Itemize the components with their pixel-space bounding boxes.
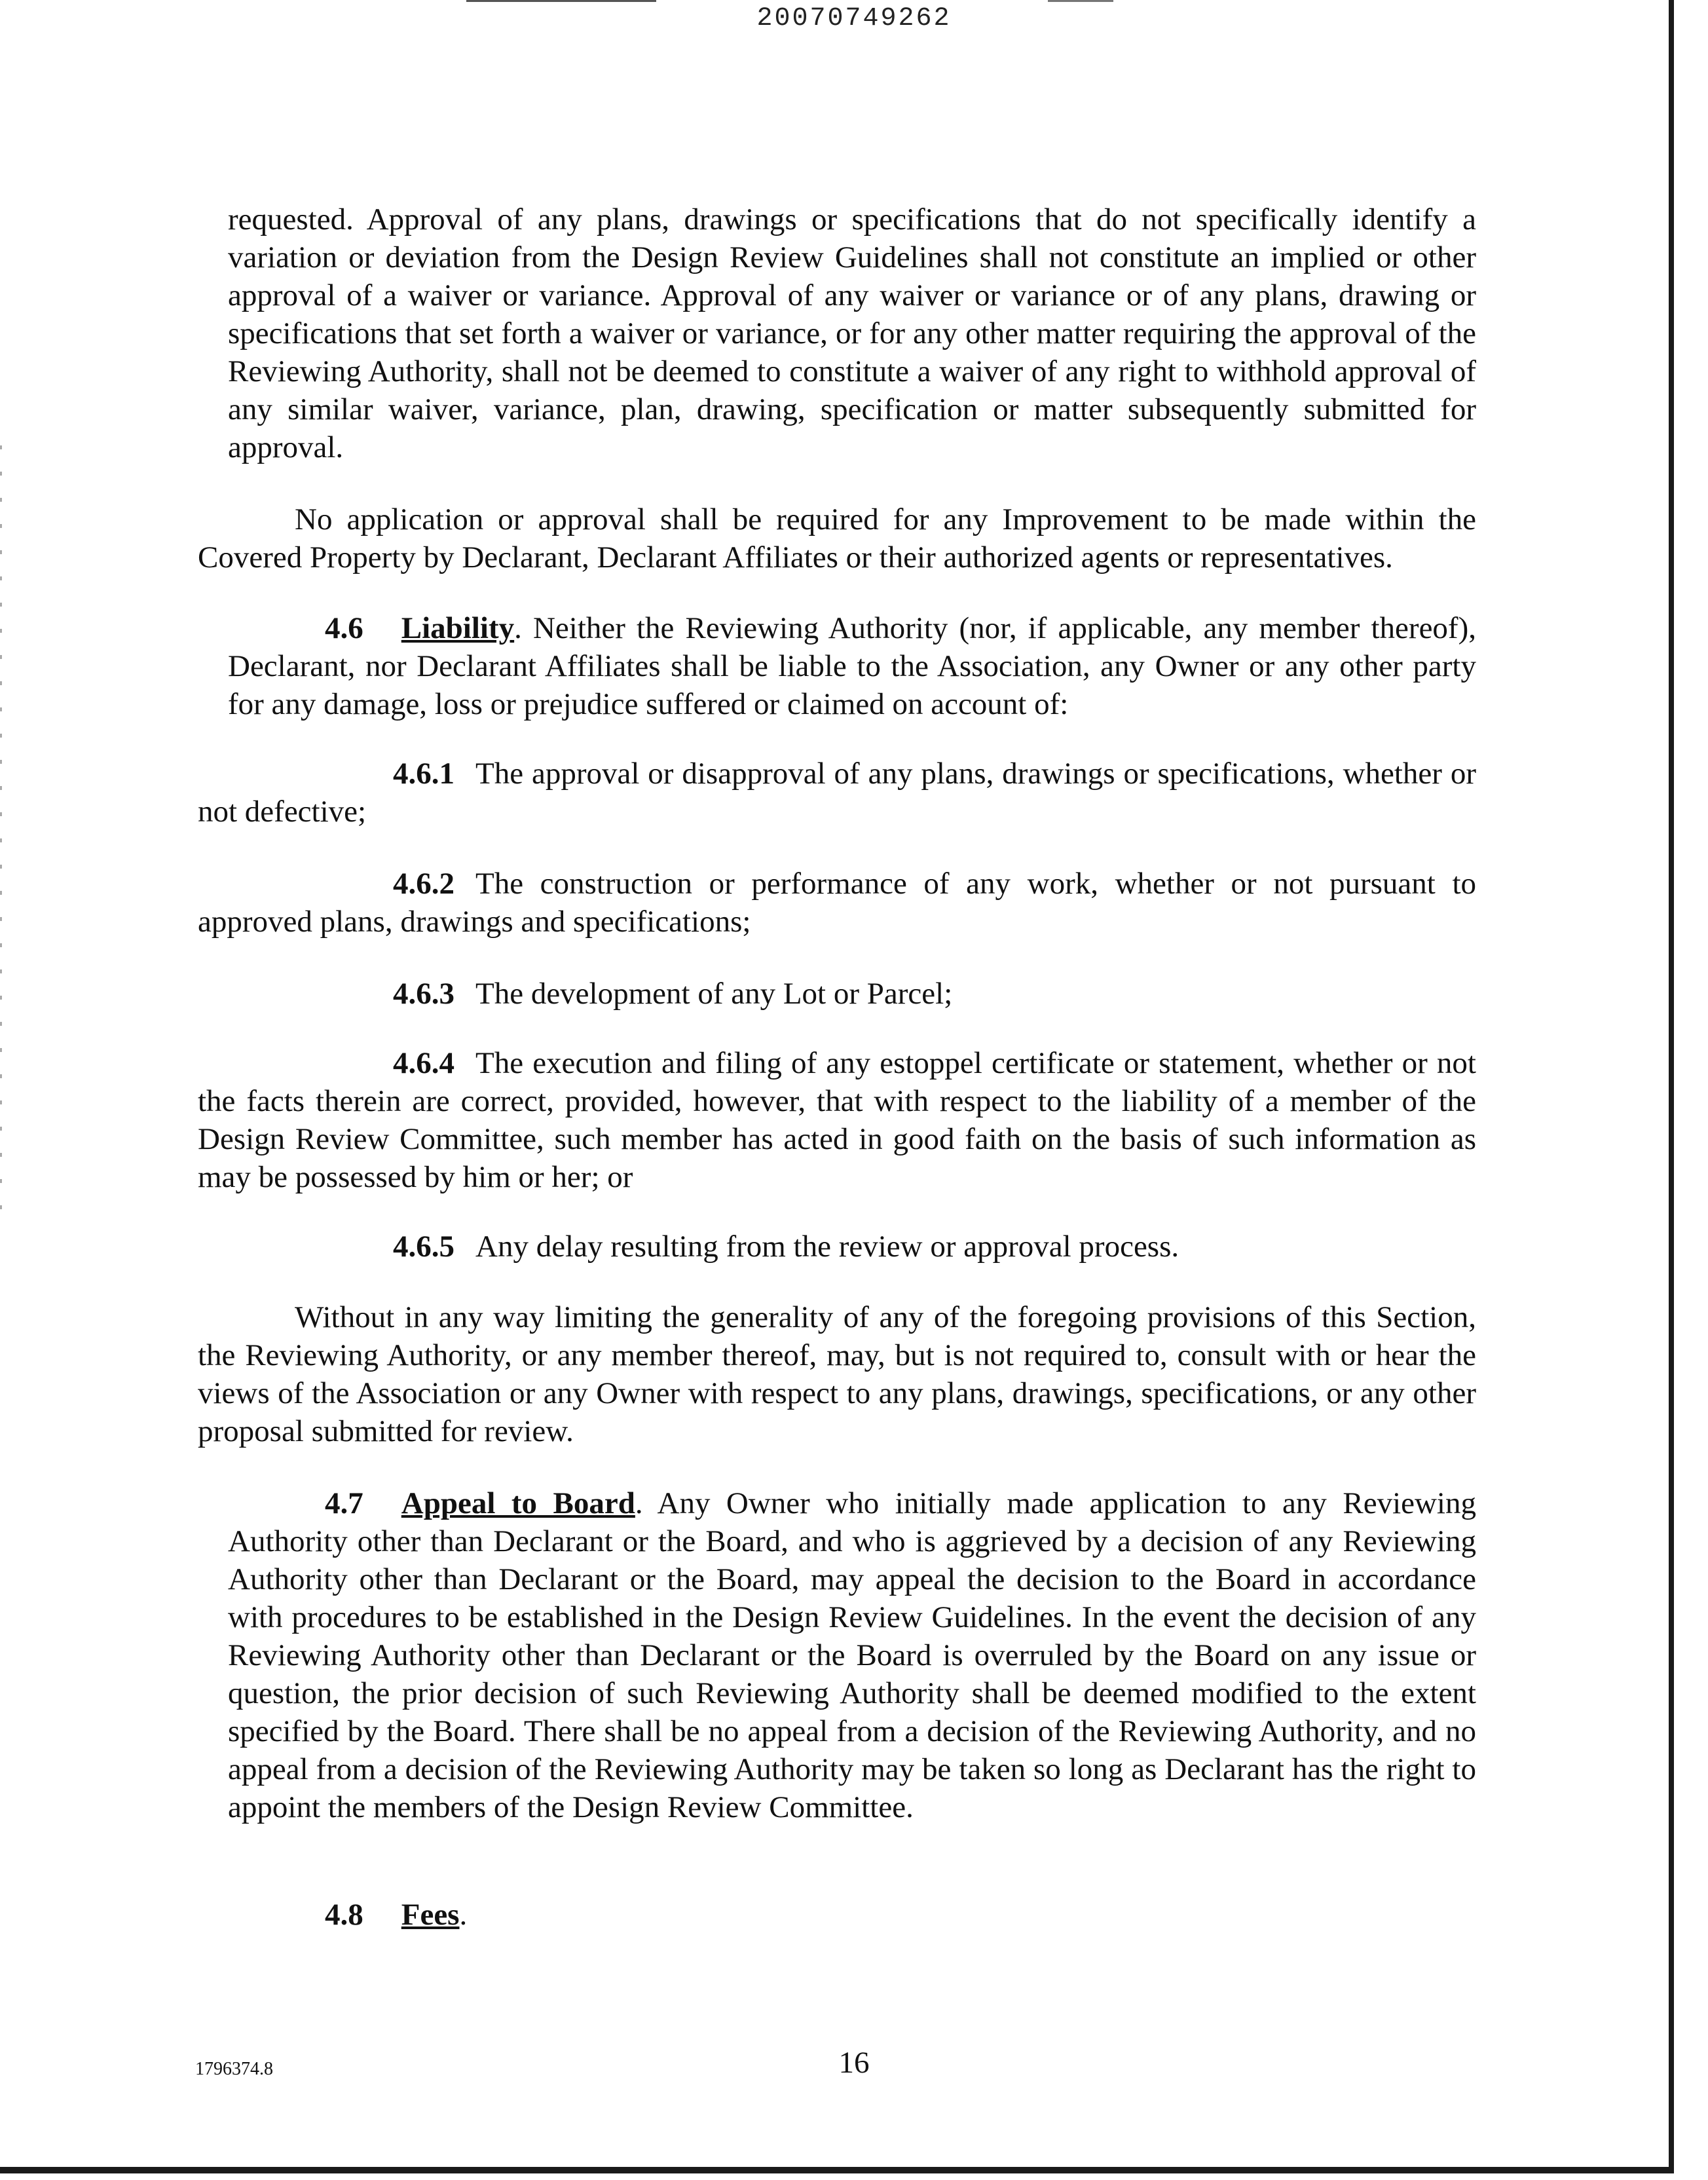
scan-bottom-border bbox=[0, 2167, 1674, 2173]
section-heading: Appeal to Board bbox=[401, 1486, 635, 1520]
section-heading: Liability bbox=[401, 611, 515, 645]
subsection-text: The execution and filing of any estoppel certificate or statement, whether or not the facts therein are correct, provided, however, that with respect to the liability of a member of the Design Review Committee, such member has acted in good faith on the basis of such information as may be possessed by him or her; or bbox=[198, 1046, 1476, 1194]
paragraph-text: requested. Approval of any plans, drawings or specifications that do not specifically identify a variation or deviation from the Design Review Guidelines shall not constitute an implied or other approval of a waiver or variance. Approval of any waiver or variance or of any plans, drawing or specifications that set forth a waiver or variance, or for any other matter requiring the approval of the Reviewing Authority, shall not be deemed to constitute a waiver of any right to withhold approval of any similar waiver, variance, plan, drawing, specification or matter subsequently submitted for approval. bbox=[228, 202, 1476, 464]
subsection-4-6-5 bbox=[198, 1228, 1476, 1266]
section-text: . Neither the Reviewing Authority (nor, if applicable, any member thereof), Declarant, nor Declarant Affiliates shall be liable to the Association, any Owner or any other party for any damage, loss or prejudice suffered or claimed on account of: bbox=[228, 611, 1476, 721]
subsection-number: 4.6.1 bbox=[393, 757, 455, 791]
section-number: 4.7 bbox=[325, 1486, 363, 1520]
subsection-text: The approval or disapproval of any plans, drawings or specifications, whether or not defective; bbox=[198, 757, 1476, 829]
subsection-number: 4.6.2 bbox=[393, 867, 455, 901]
subsection-text: The construction or performance of any work, whether or not pursuant to approved plans, drawings and specifications; bbox=[198, 867, 1476, 939]
document-id: 1796374.8 bbox=[195, 2059, 273, 2079]
scan-edge-mark bbox=[466, 0, 656, 2]
subsection-number: 4.6.3 bbox=[393, 977, 455, 1011]
subsection-text: The development of any Lot or Parcel; bbox=[475, 977, 953, 1011]
subsection-4-6-4 bbox=[198, 1044, 1476, 1196]
paragraph-without-limiting bbox=[198, 1298, 1476, 1450]
subsection-number: 4.6.5 bbox=[393, 1230, 455, 1264]
paragraph-continued bbox=[228, 200, 1476, 466]
subsection-number: 4.6.4 bbox=[393, 1046, 455, 1080]
subsection-4-6-1 bbox=[198, 755, 1476, 831]
section-4-6 bbox=[228, 609, 1476, 723]
section-number: 4.6 bbox=[325, 611, 363, 645]
section-text: . bbox=[459, 1898, 468, 1932]
paragraph-text: Without in any way limiting the generality of any of the foregoing provisions of this Section, the Reviewing Authority, or any member thereof, may, but is not required to, consult with or hear the views of the Association or any Owner with respect to any plans, drawings, specifications, or any other proposal submitted for review. bbox=[198, 1300, 1476, 1448]
section-heading: Fees bbox=[401, 1898, 460, 1932]
scan-edge-specks bbox=[0, 445, 2, 1231]
page-number: 16 bbox=[838, 2046, 870, 2080]
section-4-7 bbox=[228, 1484, 1476, 1826]
subsection-4-6-2 bbox=[198, 865, 1476, 941]
recording-number: 20070749262 bbox=[756, 4, 952, 33]
paragraph-text: No application or approval shall be required for any Improvement to be made within the Covered Property by Declarant, Declarant Affiliates or their authorized agents or representatives. bbox=[198, 502, 1476, 574]
subsection-4-6-3 bbox=[198, 975, 1476, 1013]
scan-edge-mark bbox=[1048, 0, 1113, 2]
subsection-text: Any delay resulting from the review or approval process. bbox=[475, 1230, 1179, 1264]
scan-right-border bbox=[1669, 0, 1674, 2167]
section-number: 4.8 bbox=[325, 1898, 363, 1932]
section-4-8 bbox=[228, 1896, 1476, 1934]
paragraph-no-application bbox=[198, 500, 1476, 576]
section-text: . Any Owner who initially made application to any Reviewing Authority other than Declarant or the Board, and who is aggrieved by a decision of any Reviewing Authority other than Declarant or the Board, may appeal the decision to the Board in accordance with procedures to be established in the Design Review Guidelines. In the event the decision of any Reviewing Authority other than Declarant or the Board is overruled by the Board on any issue or question, the prior decision of such Reviewing Authority shall be deemed modified to the extent specified by the Board. There shall be no appeal from a decision of the Reviewing Authority, and no appeal from a decision of the Reviewing Authority may be taken so long as Declarant has the right to appoint the members of the Design Review Committee. bbox=[228, 1486, 1476, 1824]
